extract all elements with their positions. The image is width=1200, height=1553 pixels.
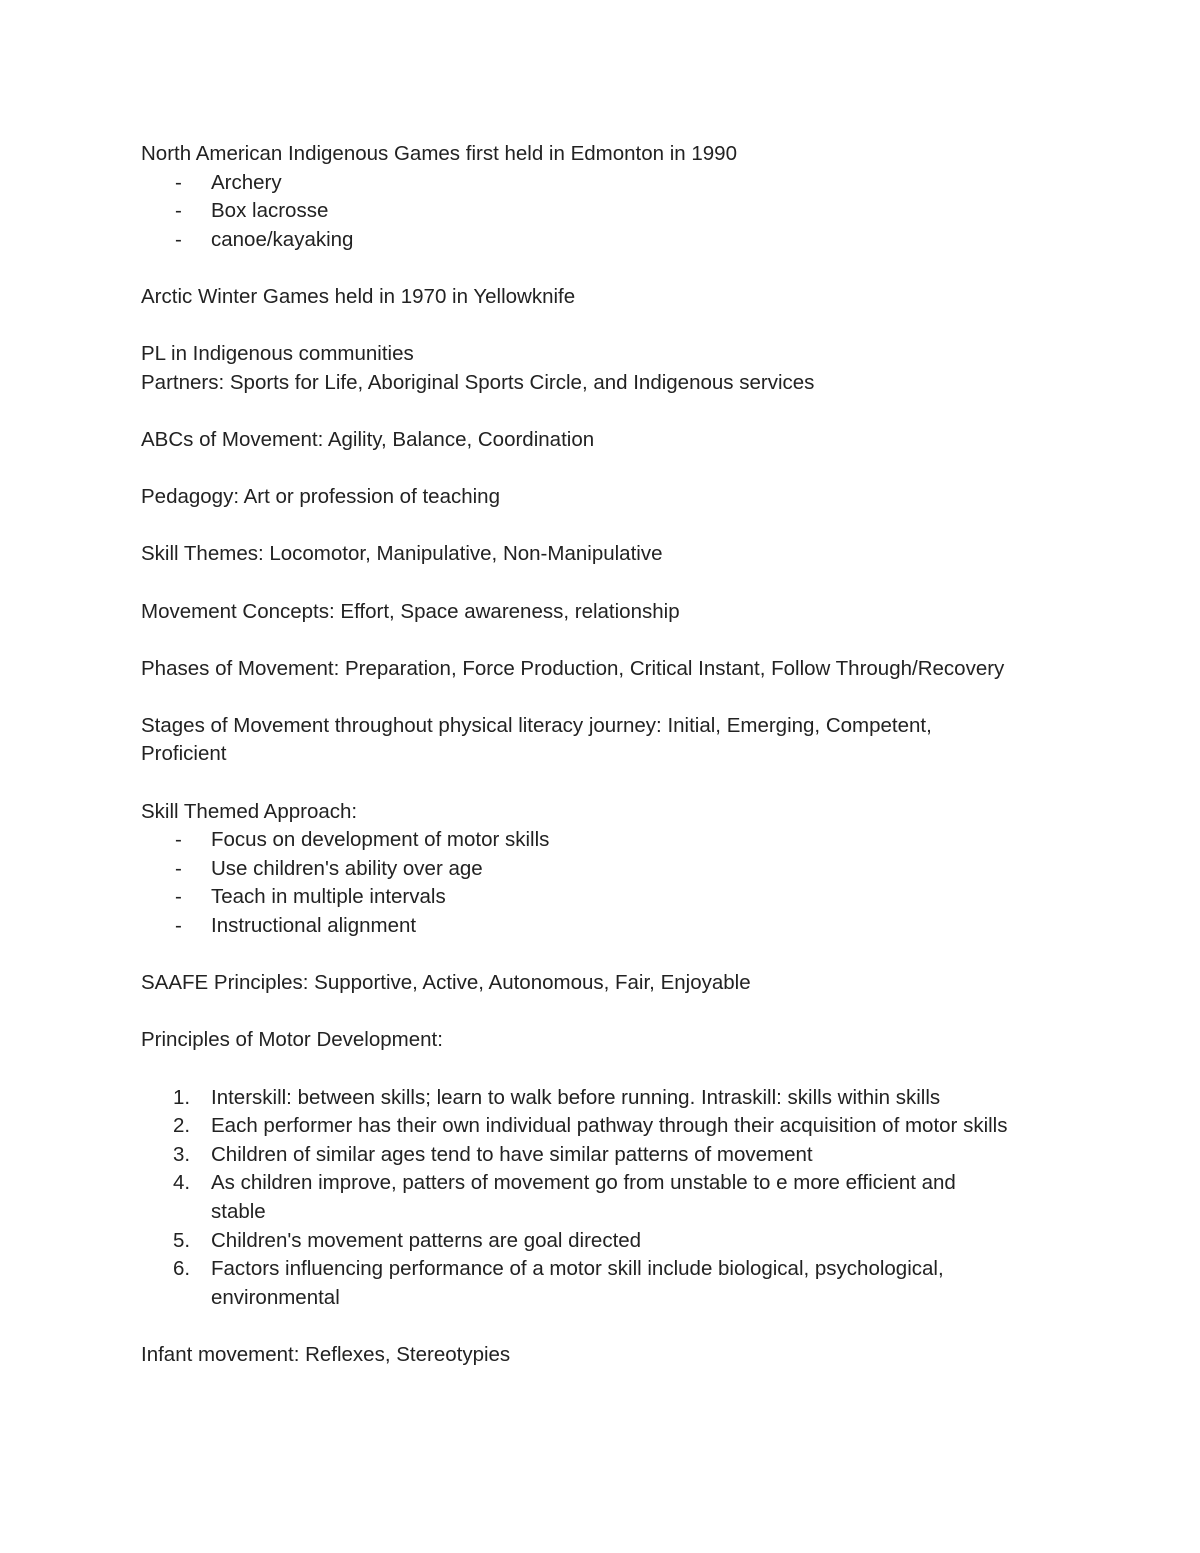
abcs-of-movement: ABCs of Movement: Agility, Balance, Coordination	[141, 427, 595, 451]
dash-marker: -	[175, 199, 182, 223]
dash-marker: -	[175, 914, 182, 938]
list-item: 1. Interskill: between skills; learn to walk before running. Intraskill: skills within skills	[173, 1085, 941, 1109]
list-item: 5. Children's movement patterns are goal directed	[173, 1228, 642, 1252]
list-item: - Focus on development of motor skills	[141, 826, 1081, 855]
list-item: - Use children's ability over age	[141, 855, 1081, 884]
motor-dev-list	[141, 1084, 1061, 1313]
list-item: 4. As children improve, patters of movement go from unstable to e more efficient and stable	[173, 1171, 956, 1223]
list-item: - Archery	[141, 169, 1081, 198]
dash-marker: -	[175, 856, 182, 880]
saafe-principles: SAAFE Principles: Supportive, Active, Autonomous, Fair, Enjoyable	[141, 971, 751, 995]
list-item: - Box lacrosse	[141, 197, 1081, 226]
dash-marker: -	[175, 828, 182, 852]
pl-title: PL in Indigenous communities	[141, 342, 414, 366]
list-item: 3. Children of similar ages tend to have similar patterns of movement	[173, 1142, 813, 1166]
naig-list	[141, 169, 1081, 255]
phases-of-movement: Phases of Movement: Preparation, Force Production, Critical Instant, Follow Through/Recovery	[141, 656, 1005, 680]
motor-dev-heading: Principles of Motor Development:	[141, 1028, 443, 1052]
skill-themes: Skill Themes: Locomotor, Manipulative, Non-Manipulative	[141, 542, 663, 566]
dash-marker: -	[175, 885, 182, 909]
pedagogy: Pedagogy: Art or profession of teaching	[141, 485, 500, 509]
partners: Partners: Sports for Life, Aboriginal Sports Circle, and Indigenous services	[141, 370, 815, 394]
list-item: - Teach in multiple intervals	[141, 883, 1081, 912]
skill-approach-list	[141, 826, 1081, 940]
list-item: 2. Each performer has their own individual pathway through their acquisition of motor skills	[173, 1114, 1008, 1138]
dash-marker: -	[175, 227, 182, 251]
list-item: - Instructional alignment	[141, 912, 1081, 941]
movement-concepts: Movement Concepts: Effort, Space awareness, relationship	[141, 599, 680, 623]
stages-of-movement: Stages of Movement throughout physical literacy journey: Initial, Emerging, Competent, Proficient	[141, 713, 932, 766]
list-item: 6. Factors influencing performance of a motor skill include biological, psychological, environmental	[173, 1257, 944, 1309]
document-page	[141, 140, 1081, 1370]
infant-movement: Infant movement: Reflexes, Stereotypies	[141, 1342, 511, 1366]
skill-approach-heading: Skill Themed Approach:	[141, 799, 358, 823]
arctic-games: Arctic Winter Games held in 1970 in Yellowknife	[141, 284, 576, 308]
dash-marker: -	[175, 170, 182, 194]
naig-heading: North American Indigenous Games first held in Edmonton in 1990	[141, 142, 737, 165]
list-item: - canoe/kayaking	[141, 226, 1081, 255]
